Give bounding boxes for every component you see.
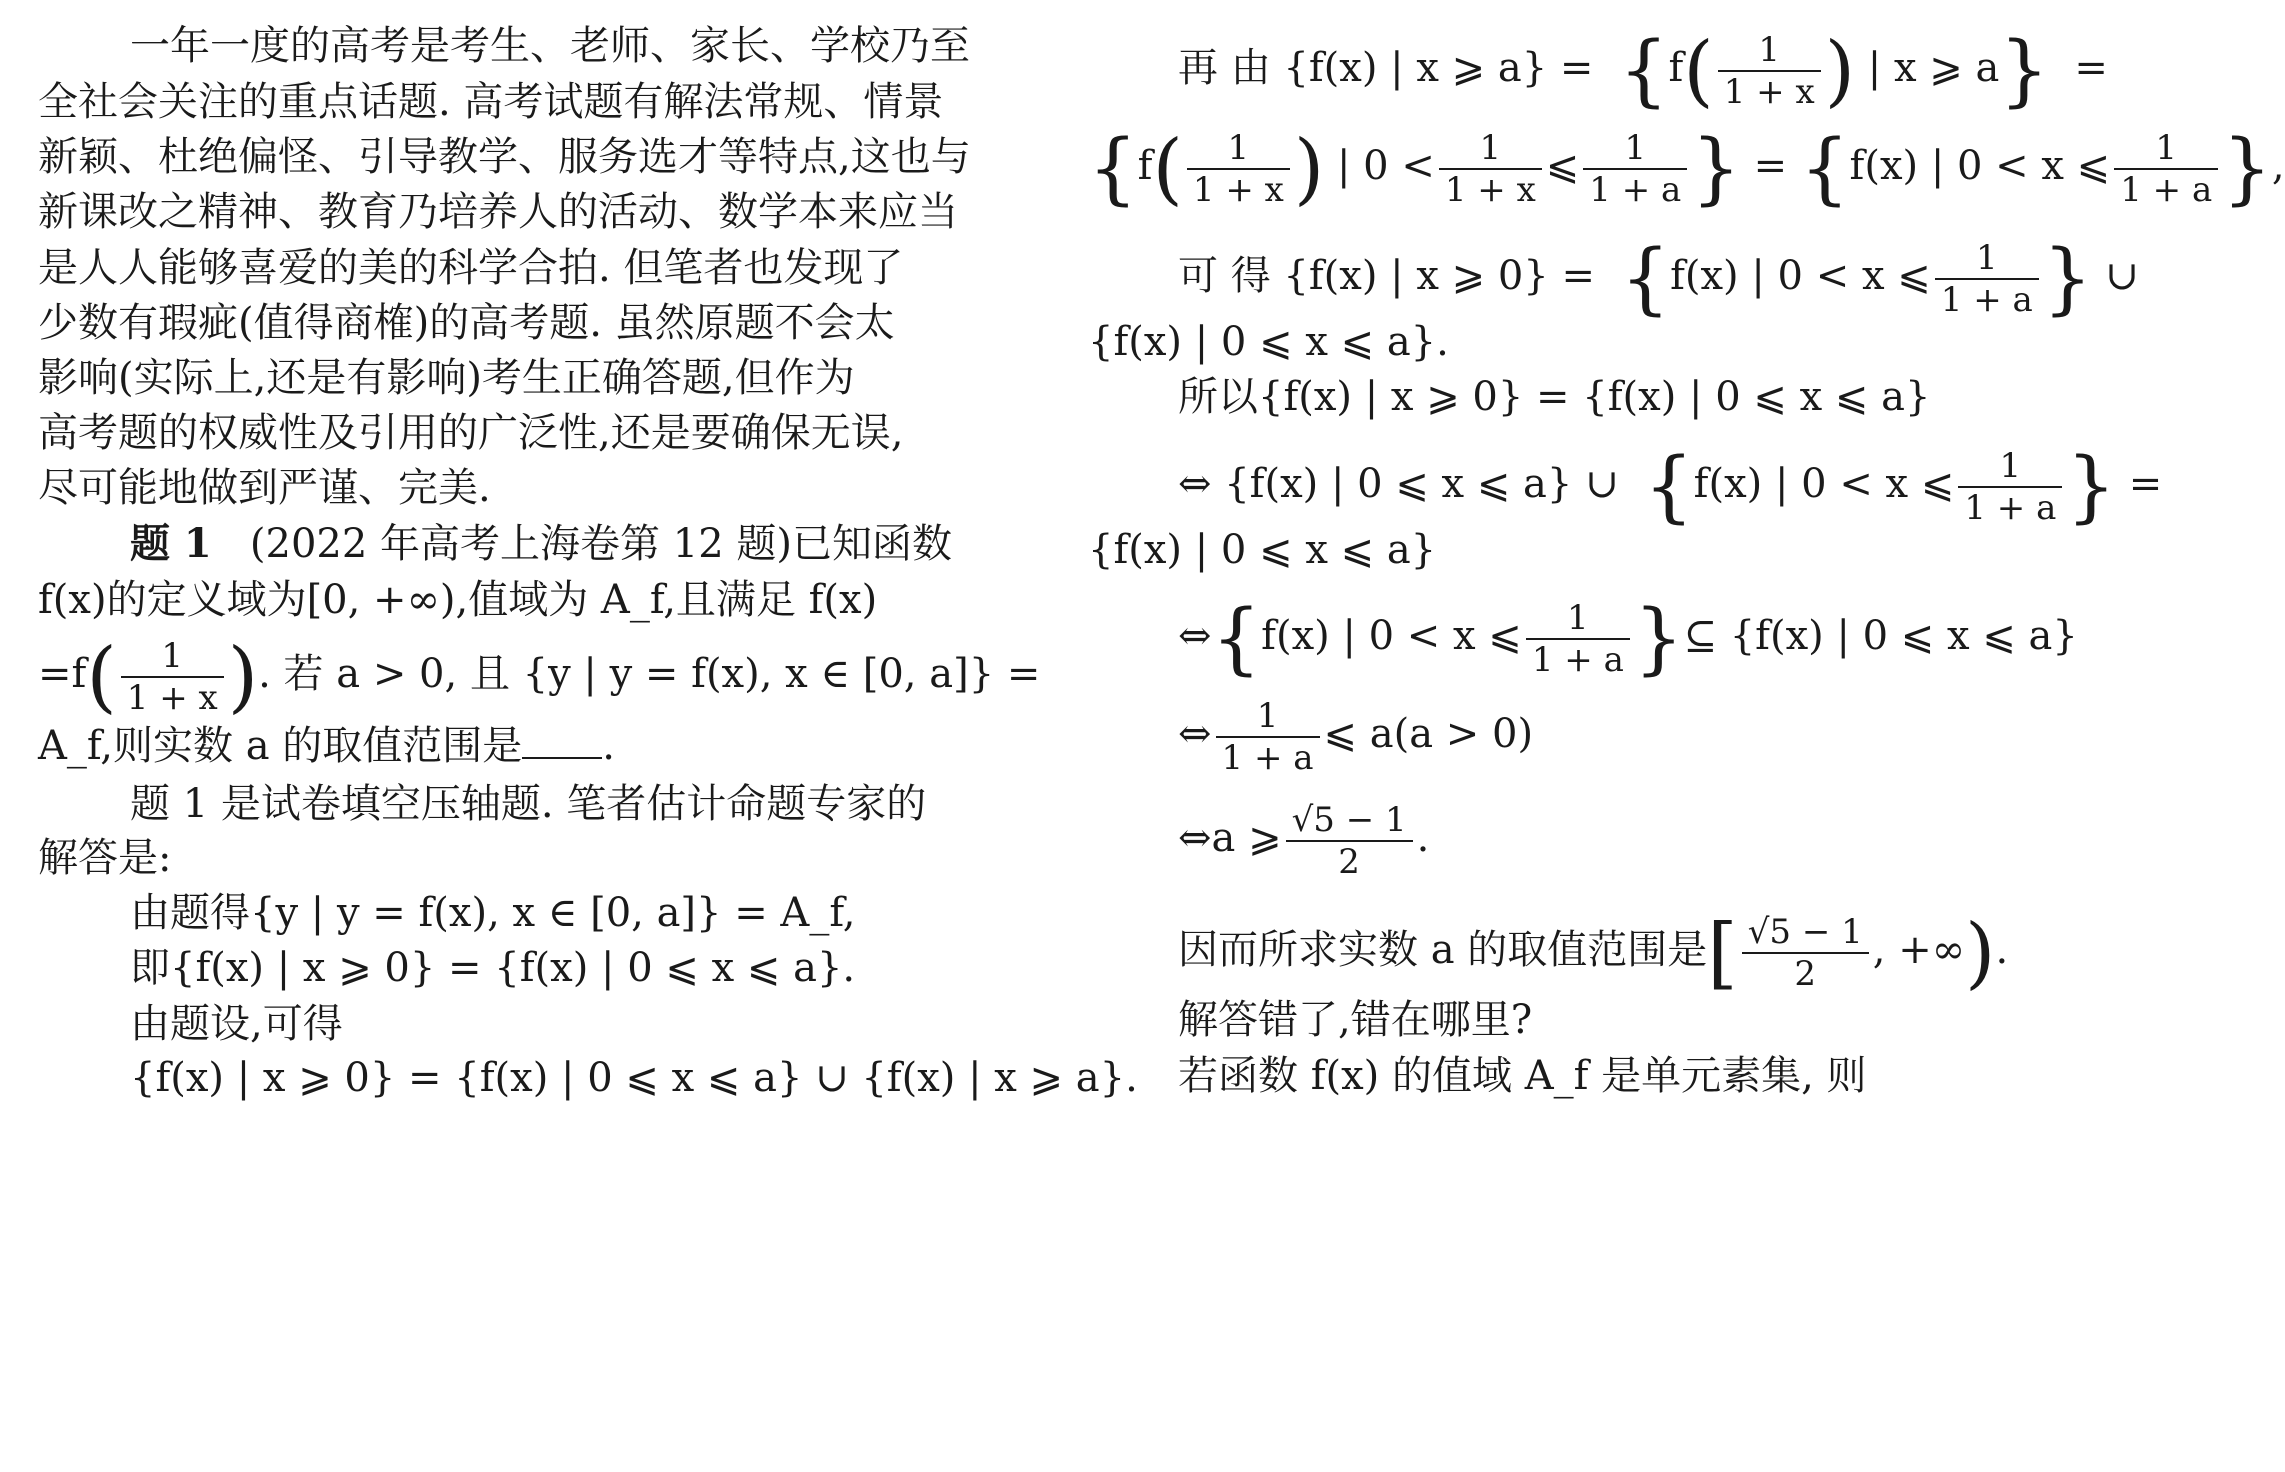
intro-line-6: 少数有瑕疵(值得商榷)的高考题. 虽然原题不会太 [38,300,895,346]
left-column [38,0,1138,1472]
right-line-13: 若函数 f(x) 的值域 A_f 是单元素集, 则 [1178,1053,1867,1099]
intro-line-3: 新颖、杜绝偏怪、引导教学、服务选才等特点,这也与 [38,134,971,180]
comment-line-2: 解答是: [38,835,172,881]
right-line-1: 再 由 {f(x) | x ⩾ a} = {f( $\frac{1}{1 + x}$ ) | x ⩾ a} = [1178,26,2108,116]
intro-line-4: 新课改之精神、教育乃培养人的活动、数学本来应当 [38,189,958,235]
right-line-8: ⇔{f(x) | 0 < x ⩽ $\frac{1}{1 + a}$ }⊆ {f(x) | 0 ⩽ x ⩽ a} [1178,594,2078,684]
problem-line-4: A_f,则实数 a 的取值范围是 . [38,723,615,769]
intro-line-8: 高考题的权威性及引用的广泛性,还是要确保无误, [38,410,904,456]
problem-eq-condition: . 若 a > 0, 且 {y | y = f(x), x ∈ [0, a]} = [258,651,1041,697]
solution-line-1: 由题得{y | y = f(x), x ∈ [0, a]} = A_f, [130,890,856,936]
right-line-12: 解答错了,错在哪里? [1178,997,1533,1043]
right-column [1088,0,2285,1472]
intro-line-1: 一年一度的高考是考生、老师、家长、学校乃至 [130,23,970,69]
fraction-1-over-1-plus-x: $\frac{1}{1 + x}$ [1718,30,1821,112]
right-line-3: 可 得 {f(x) | x ⩾ 0} = {f(x) | 0 < x ⩽ $\frac{1}{1 + a}$ } ∪ [1178,234,2139,324]
right-line-10: ⇔a ⩾ $\frac{√5 - 1}{2}$ . [1178,800,1430,882]
problem-eq-f: =f [38,651,87,697]
right-line-9: ⇔ $\frac{1}{1 + a}$ ⩽ a(a > 0) [1178,696,1534,778]
intro-line-7: 影响(实际上,还是有影响)考生正确答题,但作为 [38,355,855,401]
problem-source: (2022 年高考上海卷第 12 题)已知函数 [249,521,952,567]
right-line-11: 因而所求实数 a 的取值范围是[ $\frac{√5 - 1}{2}$ , +∞). [1178,908,2009,998]
right-line-2: {f( $\frac{1}{1 + x}$ ) | 0 < $\frac{1}{1 + x}$ ⩽ $\frac{1}{1 + a}$ } = {f(x) | 0 < x ⩽ $\frac{1}{1 + a}$ }, [1088,124,2285,214]
comment-line-1: 题 1 是试卷填空压轴题. 笔者估计命题专家的 [130,781,927,827]
right-line-7: {f(x) | 0 ⩽ x ⩽ a} [1088,527,1437,573]
fraction-1-over-1-plus-x: $\frac{1}{1 + x}$ [121,636,224,718]
problem-heading [130,520,952,567]
right-line-5: 所以{f(x) | x ⩾ 0} = {f(x) | 0 ⩽ x ⩽ a} [1178,374,1931,420]
solution-line-4: {f(x) | x ⩾ 0} = {f(x) | 0 ⩽ x ⩽ a} ∪ {f(x) | x ⩾ a}. [130,1055,1138,1101]
right-line-4: {f(x) | 0 ⩽ x ⩽ a}. [1088,319,1449,365]
problem-line-3: =f( $\frac{1}{1 + x}$ ). 若 a > 0, 且 {y | y = f(x), x ∈ [0, a]} = [38,632,1041,722]
problem-label: 题 1 [130,520,212,567]
problem-line-2: f(x)的定义域为[0, +∞),值域为 A_f,且满足 f(x) [38,577,878,623]
intro-line-9: 尽可能地做到严谨、完美. [38,465,491,511]
answer-blank [522,729,602,759]
intro-line-5: 是人人能够喜爱的美的科学合拍. 但笔者也发现了 [38,245,904,291]
right-line-6: ⇔ {f(x) | 0 ⩽ x ⩽ a} ∪ {f(x) | 0 < x ⩽ $\frac{1}{1 + a}$ } = [1178,442,2163,532]
solution-line-3: 由题设,可得 [130,1001,343,1047]
fraction-sqrt5-minus-1-over-2: $\frac{√5 - 1}{2}$ [1286,800,1413,882]
intro-line-2: 全社会关注的重点话题. 高考试题有解法常规、情景 [38,79,944,125]
solution-line-2: 即{f(x) | x ⩾ 0} = {f(x) | 0 ⩽ x ⩽ a}. [130,945,856,991]
